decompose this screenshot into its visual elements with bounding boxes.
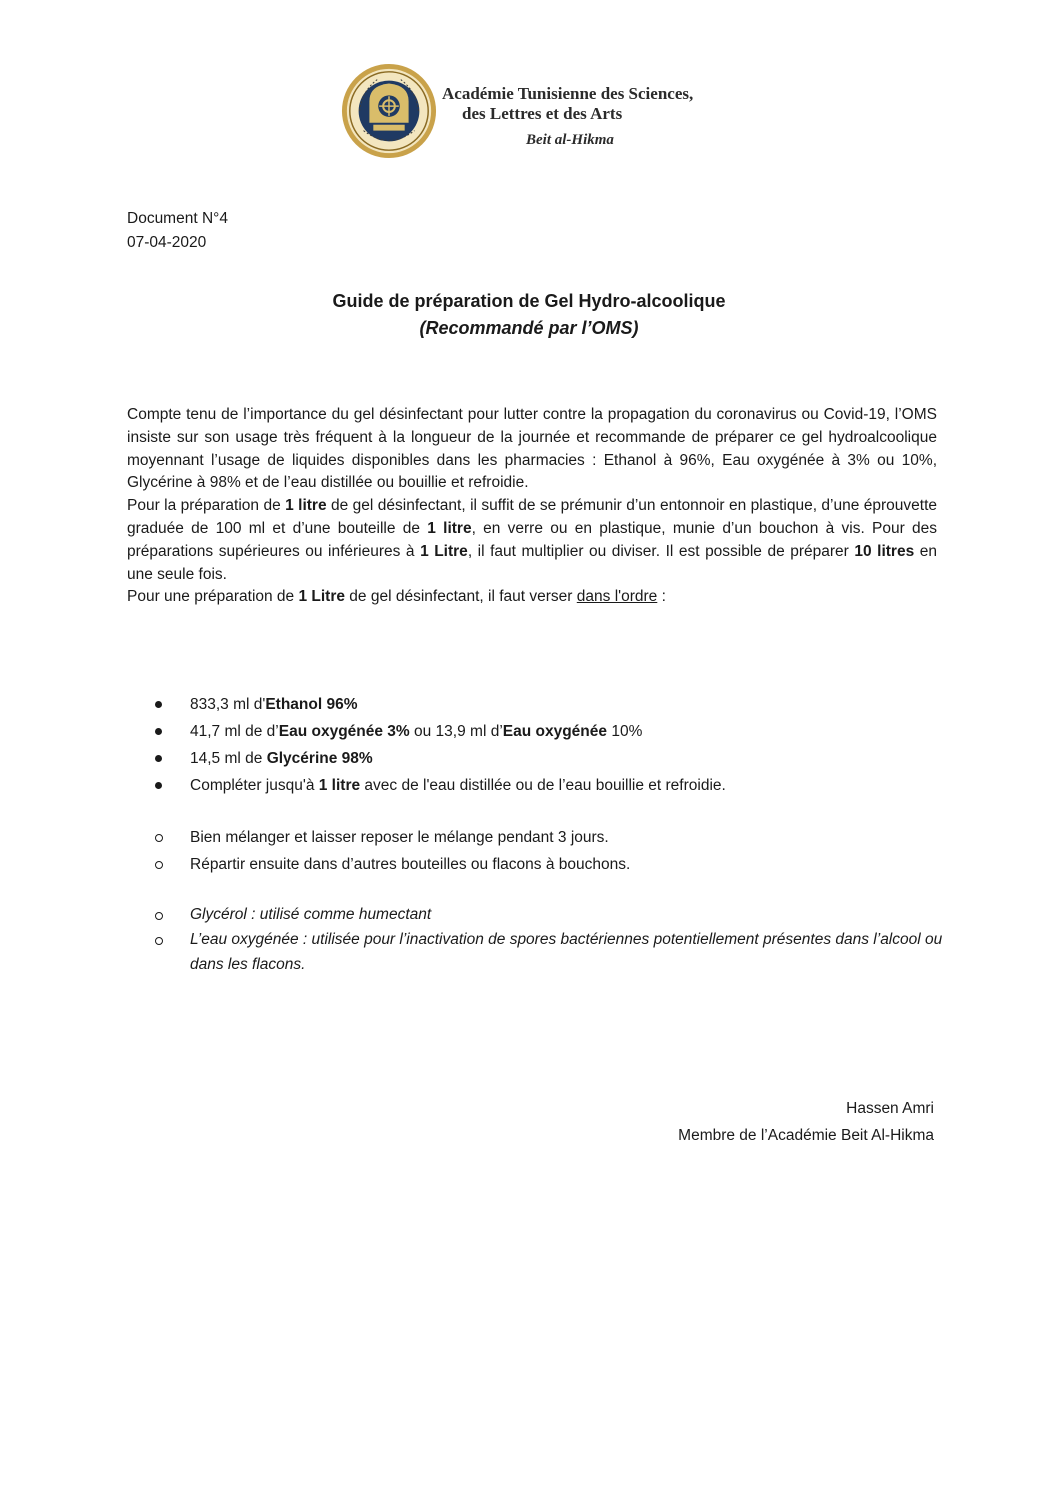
note-text: L’eau oxygénée : utilisée pour l’inactivation de spores bactériennes potentiellement présentes dans l’alcool ou dans les flacons. — [190, 931, 943, 973]
signature-role: Membre de l’Académie Beit Al-Hikma — [678, 1127, 934, 1144]
document-title — [0, 288, 1058, 342]
order-paragraph — [127, 586, 937, 609]
circle-bullet-icon — [155, 861, 163, 869]
step-text: Répartir ensuite dans d’autres bouteilles ou flacons à bouchons. — [190, 856, 631, 873]
text-run: Compléter jusqu'à — [190, 777, 319, 794]
bold-quantity: 1 Litre — [420, 542, 468, 560]
body-text — [127, 404, 937, 609]
notes-list — [155, 902, 945, 977]
intro-paragraph: Compte tenu de l’importance du gel désinfectant pour lutter contre la propagation du coronavirus ou Covid-19, l’OMS insiste sur son usage très fréquent à la longueur de la journée et recommande de préparer ce gel hydroalcoolique moyennant l’usage de liquides disponibles dans les pharmacies : Ethanol à 96%, Eau oxygénée à 3% ou 10%, Glycérine à 98% et de l’eau distillée ou bouillie et refroidie. — [127, 406, 937, 492]
bold-ingredient: Glycérine 98% — [266, 750, 373, 767]
text-run: 10% — [607, 723, 643, 740]
text-run: 41,7 ml de d’ — [190, 723, 279, 740]
document-reference — [127, 207, 228, 255]
bold-quantity: 10 litres — [854, 542, 915, 560]
text-run: avec de l'eau distillée ou de l’eau bouillie et refroidie. — [360, 777, 726, 794]
bold-ingredient: 1 litre — [318, 777, 361, 794]
signature-name: Hassen Amri — [846, 1100, 934, 1117]
title-subtitle: (Recommandé par l’OMS) — [419, 318, 639, 338]
institution-line-1: Académie Tunisienne des Sciences, — [442, 84, 694, 103]
list-item — [155, 718, 935, 745]
underlined-order: dans l'ordre — [576, 588, 658, 606]
title-main: Guide de préparation de Gel Hydro-alcoolique — [332, 291, 726, 311]
text-run: : — [657, 588, 666, 606]
text-run: ou 13,9 ml d’ — [409, 723, 503, 740]
bullet-icon — [155, 728, 162, 735]
document-number: Document N°4 — [127, 210, 228, 227]
steps-list — [155, 824, 945, 878]
preparation-paragraph — [127, 495, 937, 586]
bold-ingredient: Eau oxygénée 3% — [278, 723, 410, 740]
circle-bullet-icon — [155, 912, 163, 920]
institution-line-3: Beit al-Hikma — [526, 132, 614, 148]
bold-ingredient: Ethanol 96% — [265, 696, 358, 713]
text-run: 833,3 ml d' — [190, 696, 266, 713]
letterhead — [340, 62, 760, 167]
text-run: en une seule fois. — [127, 542, 937, 583]
bold-quantity: 1 litre — [285, 497, 327, 515]
list-item — [155, 745, 935, 772]
bold-quantity: 1 litre — [427, 519, 472, 537]
ingredient-list — [155, 691, 935, 799]
step-text: Bien mélanger et laisser reposer le mélange pendant 3 jours. — [190, 829, 609, 846]
list-item — [155, 927, 945, 977]
list-item — [155, 772, 935, 799]
text-run: de gel désinfectant, il suffit de se prémunir d’un entonnoir en plastique, d’une éprouvette graduée de 100 ml et d’une bouteille de — [127, 497, 938, 537]
bullet-icon — [155, 755, 162, 762]
bullet-icon — [155, 701, 162, 708]
academy-seal-logo — [340, 62, 438, 160]
text-run: , en verre ou en plastique, munie d’un bouchon à vis. Pour des préparations supérieures ou inférieures à — [127, 519, 937, 560]
list-item — [155, 824, 945, 851]
bullet-icon — [155, 782, 162, 789]
text-run: Pour une préparation de — [127, 588, 299, 606]
text-run: , il faut multiplier ou diviser. Il est possible de préparer — [467, 542, 855, 560]
bold-quantity: 1 Litre — [298, 588, 345, 606]
text-run: de gel désinfectant, il faut verser — [345, 588, 577, 606]
note-text: Glycérol : utilisé comme humectant — [190, 906, 432, 923]
text-run: Pour la préparation de — [127, 497, 286, 515]
list-item — [155, 902, 945, 927]
document-date: 07-04-2020 — [127, 234, 207, 251]
list-item — [155, 691, 935, 718]
signature-block — [678, 1095, 934, 1149]
institution-line-2: des Lettres et des Arts — [462, 104, 623, 123]
text-run: 14,5 ml de — [190, 750, 267, 767]
circle-bullet-icon — [155, 937, 163, 945]
bold-ingredient: Eau oxygénée — [502, 723, 608, 740]
list-item — [155, 851, 945, 878]
institution-name — [442, 84, 693, 150]
circle-bullet-icon — [155, 834, 163, 842]
